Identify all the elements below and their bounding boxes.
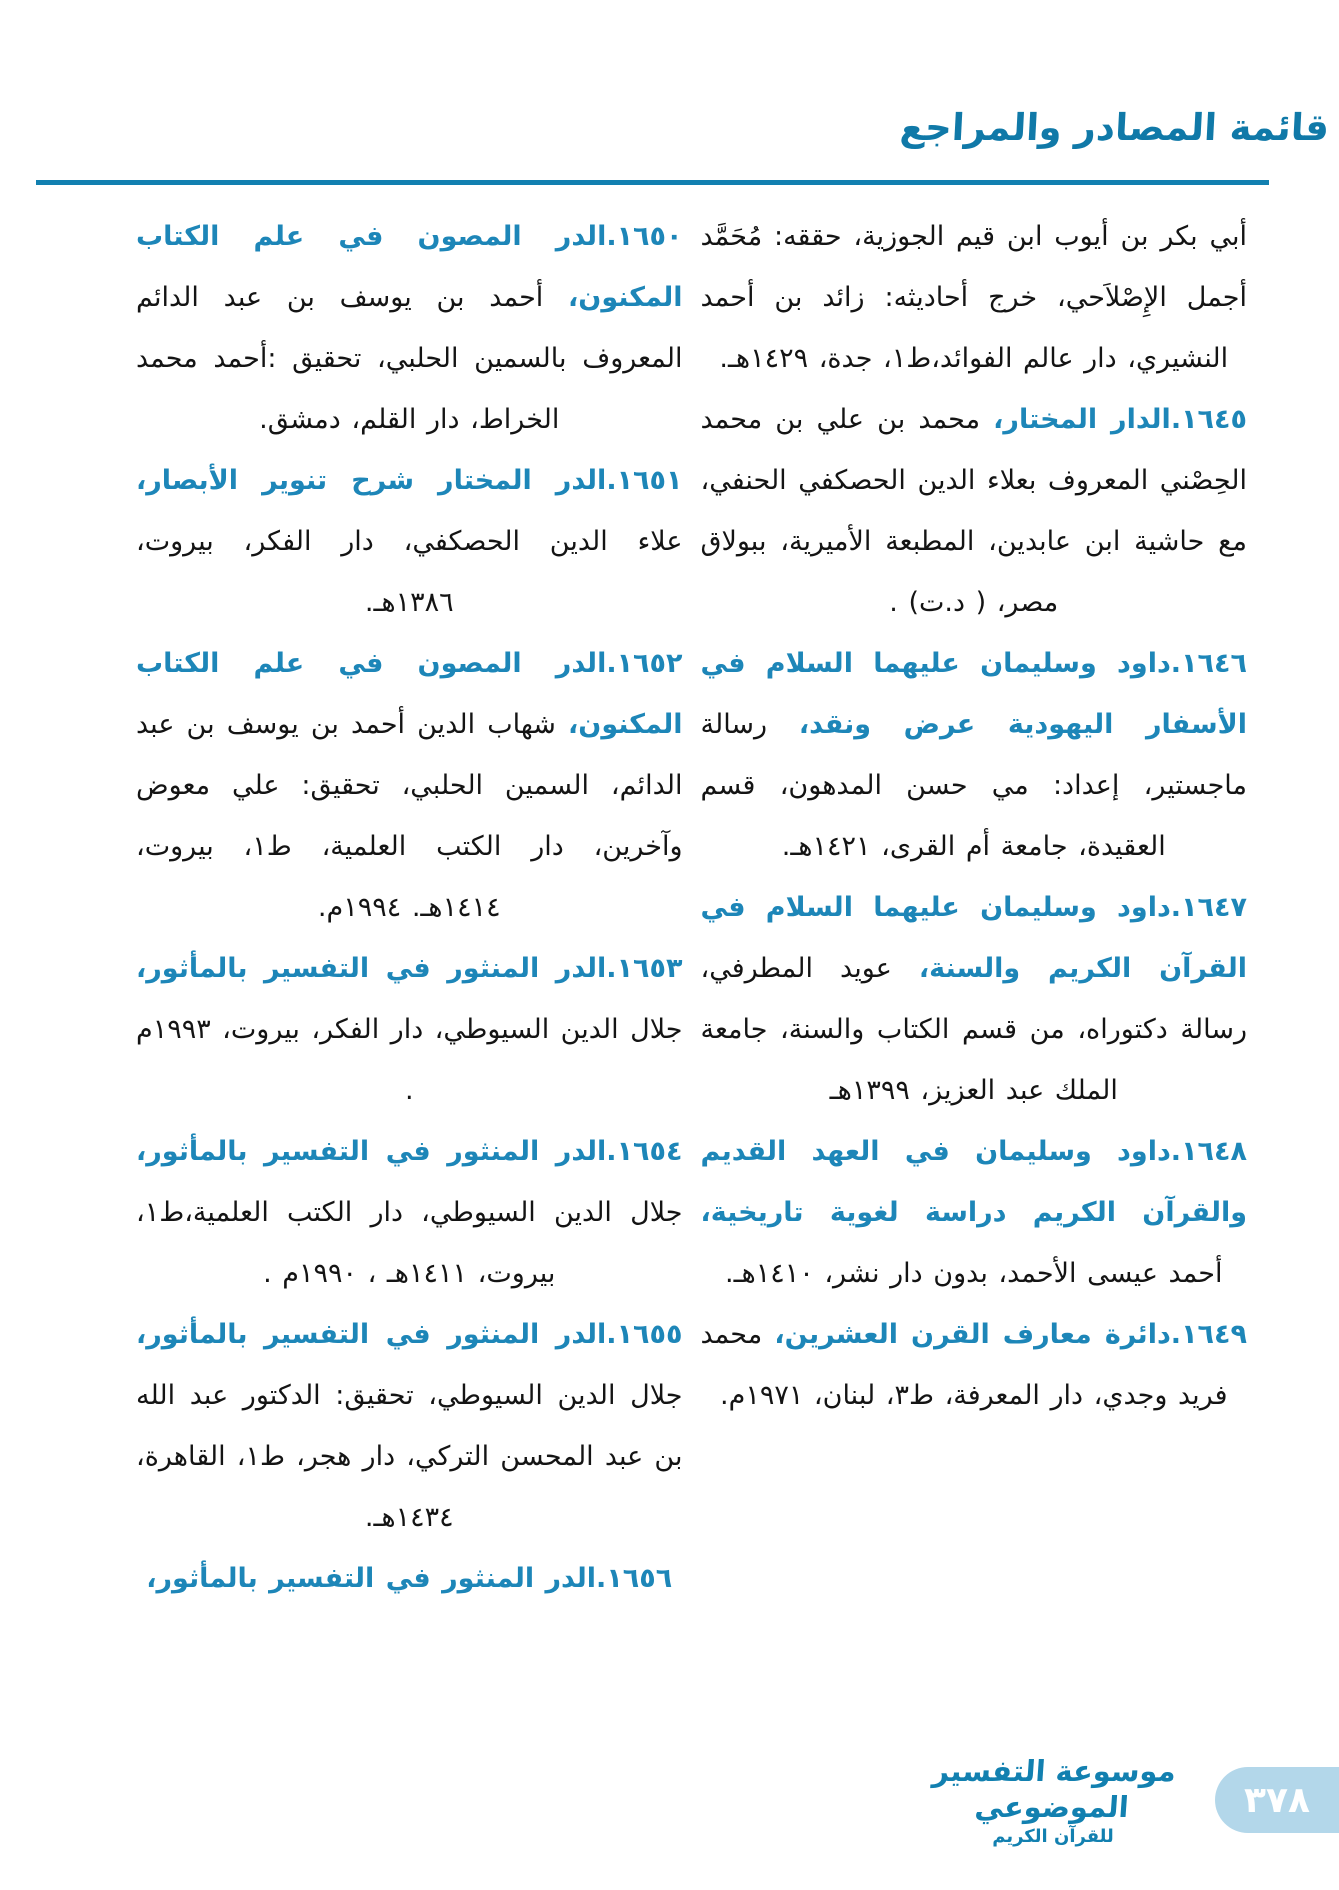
entry-number: ١٦٥١ [616, 465, 683, 496]
bibliography-content [136, 206, 1247, 1760]
entry-text: محمد فريد وجدي، دار المعرفة، ط٣، لبنان، ١٩٧١م. [700, 1319, 1228, 1411]
entry-text: جلال الدين السيوطي، دار الكتب العلمية،ط١، بيروت، ١٤١١هـ ، ١٩٩٠م . [136, 1197, 683, 1289]
entry-text: جلال الدين السيوطي، تحقيق: الدكتور عبد الله بن عبد المحسن التركي، دار هجر، ط١، القاهرة، ١٤٣٤هـ. [136, 1380, 683, 1533]
page-number-badge [1215, 1767, 1339, 1833]
bibliography-entry [701, 877, 1248, 1121]
bibliography-entry [136, 938, 683, 1121]
bibliography-entry [136, 1121, 683, 1304]
entry-title: .الدر المنثور في التفسير بالمأثور، [136, 1136, 617, 1167]
entry-number: ١٦٥٤ [616, 1136, 683, 1167]
entry-text: رسالة ماجستير، إعداد: مي حسن المدهون، قسم العقيدة، جامعة أم القرى، ١٤٢١هـ. [700, 709, 1247, 862]
column-left [136, 206, 683, 1760]
entry-text: عويد المطرفي، رسالة دكتوراه، من قسم الكتاب والسنة، جامعة الملك عبد العزيز، ١٣٩٩هـ [700, 953, 1247, 1106]
page-title: قائمة المصادر والمراجع [898, 106, 1331, 149]
entry-number: ١٦٥٢ [616, 648, 683, 679]
entry-title: .الدر المنثور في التفسير بالمأثور، [136, 1319, 617, 1350]
bibliography-entry [701, 1121, 1248, 1304]
entry-title: .دائرة معارف القرن العشرين، [774, 1319, 1182, 1350]
bibliography-entry [136, 450, 683, 633]
entry-number: ١٦٤٨ [1181, 1136, 1247, 1167]
header-divider [36, 180, 1269, 185]
entry-text: محمد بن علي بن محمد الحِصْني المعروف بعلاء الدين الحصكفي الحنفي، مع حاشية ابن عابدين، المطبعة الأميرية، ببولاق مصر، ( د.ت) . [700, 404, 1247, 618]
entry-title: .الدار المختار، [993, 404, 1182, 435]
entry-title: .الدر المصون في علم الكتاب المكنون، [136, 648, 683, 740]
entry-number: ١٦٥٥ [616, 1319, 683, 1350]
entry-title: .داود وسليمان في العهد القديم والقرآن الكريم دراسة لغوية تاريخية، [700, 1136, 1247, 1228]
publisher-logo-subtitle: للقرآن الكريم [992, 1825, 1114, 1847]
bibliography-entry [136, 206, 683, 450]
entry-number: ١٦٤٧ [1181, 892, 1247, 923]
bibliography-entry [701, 206, 1248, 389]
entry-title: .الدر المنثور في التفسير بالمأثور، [146, 1563, 607, 1594]
bibliography-entry [701, 633, 1248, 877]
entry-text: علاء الدين الحصكفي، دار الفكر، بيروت، ١٣٨٦هـ. [136, 526, 683, 618]
bibliography-entry [701, 389, 1248, 633]
entry-number: ١٦٥٣ [616, 953, 683, 984]
page-number: ٣٧٨ [1244, 1779, 1310, 1821]
column-right [701, 206, 1248, 1760]
publisher-logo [923, 1753, 1183, 1848]
bibliography-entry [136, 1304, 683, 1548]
entry-number: ١٦٥٠ [616, 221, 683, 252]
entry-title: .داود وسليمان عليهما السلام في القرآن الكريم والسنة، [700, 892, 1247, 984]
entry-title: .الدر المصون في علم الكتاب المكنون، [136, 221, 683, 313]
entry-text: جلال الدين السيوطي، دار الفكر، بيروت، ١٩٩٣م . [136, 1014, 683, 1106]
bibliography-entry [136, 1548, 683, 1609]
entry-text: أبي بكر بن أيوب ابن قيم الجوزية، حققه: مُحَمَّد أجمل الإِصْلاَحي، خرج أحاديثه: زائد بن أحمد النشيري، دار عالم الفوائد،ط١، جدة، ١٤٢٩هـ. [700, 221, 1247, 374]
entry-title: .الدر المختار شرح تنوير الأبصار، [136, 465, 617, 496]
entry-text: شهاب الدين أحمد بن يوسف بن عبد الدائم، السمين الحلبي، تحقيق: علي معوض وآخرين، دار الكتب العلمية، ط١، بيروت، ١٤١٤هـ. ١٩٩٤م. [136, 709, 683, 923]
entry-title: .داود وسليمان عليهما السلام في الأسفار اليهودية عرض ونقد، [700, 648, 1247, 740]
bibliography-entry [701, 1304, 1248, 1426]
entry-number: ١٦٥٦ [606, 1563, 673, 1594]
entry-number: ١٦٤٦ [1181, 648, 1247, 679]
entry-number: ١٦٤٩ [1181, 1319, 1247, 1350]
entry-text: أحمد عيسى الأحمد، بدون دار نشر، ١٤١٠هـ. [725, 1258, 1223, 1289]
bibliography-entry [136, 633, 683, 938]
entry-title: .الدر المنثور في التفسير بالمأثور، [136, 953, 617, 984]
entry-number: ١٦٤٥ [1181, 404, 1247, 435]
publisher-logo-title: موسوعة التفسير الموضوعي [931, 1754, 1178, 1825]
entry-text: أحمد بن يوسف بن عبد الدائم المعروف بالسمين الحلبي، تحقيق :أحمد محمد الخراط، دار القلم، دمشق. [136, 282, 683, 435]
